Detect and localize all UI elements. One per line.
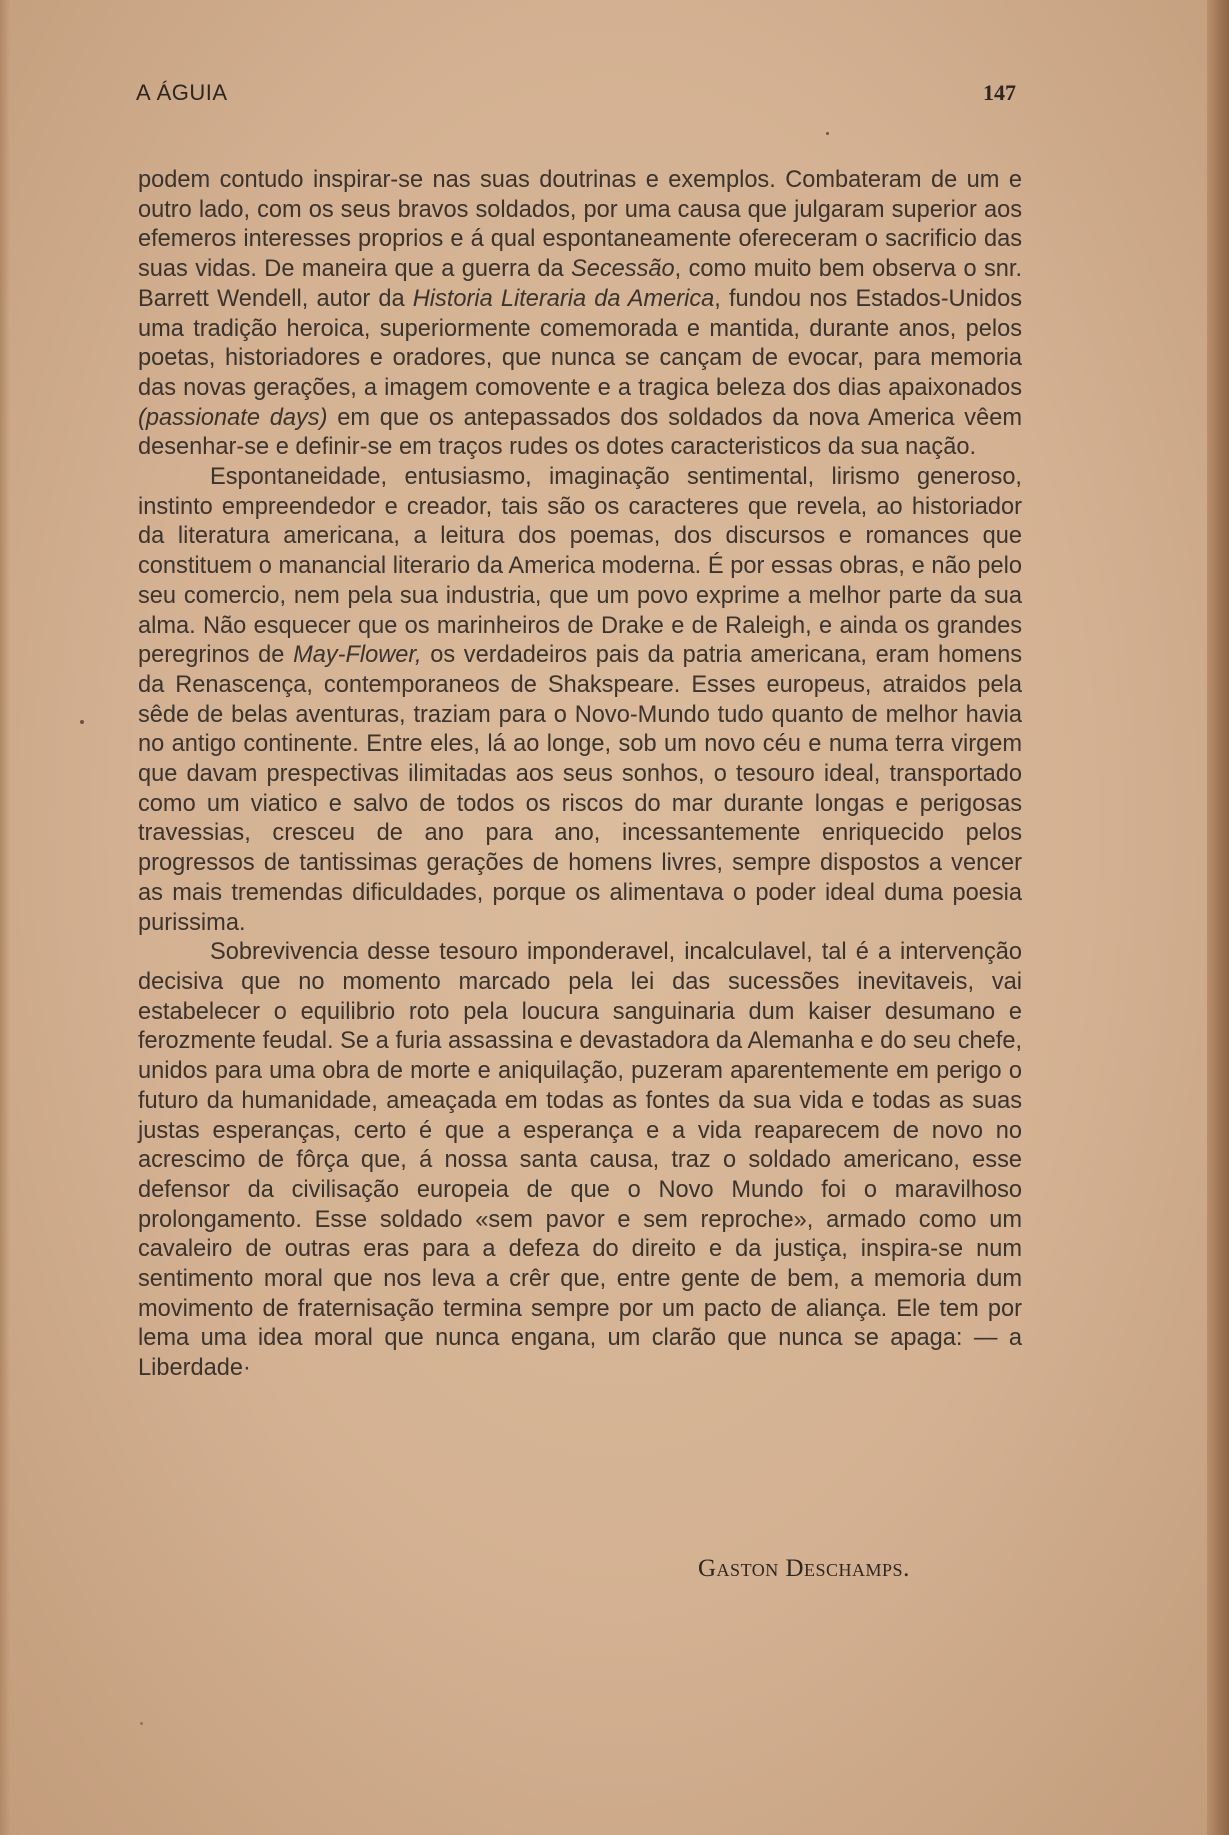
page-number: 147 bbox=[983, 80, 1016, 105]
paper-speck bbox=[80, 720, 84, 724]
article-body bbox=[138, 166, 1022, 1384]
paragraph-1-text-a: podem contudo inspirar-se nas suas doutrinas e exemplos. Combateram de um e outro lado, com os seus bravos soldados, por uma causa que julgaram superior aos efemeros interesses proprios e á qual espontaneamente ofereceram o sacrificio das suas vidas. De maneira que a guerra da bbox=[138, 167, 1022, 283]
paragraph-1-text-e: , fundou nos Estados-Unidos uma tradição heroica, superiormente comemorada e mantida, durante anos, pelos poetas, historiadores e oradores, que nunca se cançam de evocar, para memoria das novas gerações, a imagem comovente e a tragica beleza dos dias apaixonados bbox=[138, 285, 1022, 401]
page-left-edge bbox=[0, 0, 10, 1835]
page-header bbox=[136, 80, 1016, 114]
author-signature: Gaston Deschamps. bbox=[698, 1555, 910, 1582]
italic-may-flower: May-Flower, bbox=[293, 642, 422, 669]
paragraph-1-text-g: em que os antepassados dos soldados da nova America vêem desenhar-se e definir-se em traços rudes os dotes caracteristicos da sua nação. bbox=[138, 404, 1022, 461]
paper-speck bbox=[140, 1722, 143, 1725]
paragraph-1-text-c: , como muito bem observa o snr. Barrett Wendell, autor da bbox=[138, 256, 1022, 312]
paragraph-2-text-a: Espontaneidade, entusiasmo, imaginação sentimental, lirismo generoso, instinto empreendedor e creador, tais são os caracteres que revela, ao historiador da literatura americana, a leitura dos poemas, dos discursos e romances que constituem o manancial literario da America moderna. É por essas obras, e não pelo seu comercio, nem pela sua industria, que um povo exprime a melhor parte da sua alma. Não esquecer que os marinheiros de Drake e de Raleigh, e ainda os grandes peregrinos de bbox=[138, 464, 1022, 669]
paper-speck bbox=[826, 132, 829, 135]
italic-passionate-days: (passionate days) bbox=[138, 404, 328, 431]
italic-secessao: Secessão bbox=[571, 256, 675, 283]
paragraph-2-text-c: os verdadeiros pais da patria americana, eram homens da Renascença, contemporaneos de Shakspeare. Esses europeus, atraidos pela sêde de belas aventuras, traziam para o Novo-Mundo tudo quanto de melhor havia no antigo continente. Entre eles, lá ao longe, sob um novo céu e numa terra virgem que davam prespectivas ilimitadas aos seus sonhos, o tesouro ideal, transportado como um viatico e salvo de todos os riscos do mar durante longas e perigosas travessias, cresceu de ano para ano, incessantemente enriquecido pelos progressos de tantissimas gerações de homens livres, sempre dispostos a vencer as mais tremendas dificuldades, porque os alimentava o poder ideal duma poesia purissima. bbox=[138, 642, 1022, 936]
paragraph-1 bbox=[138, 166, 1022, 463]
paragraph-3: Sobrevivencia desse tesouro imponderavel, incalculavel, tal é a intervenção decisiva que no momento marcado pela lei das sucessões inevitaveis, vai estabelecer o equilibrio roto pela loucura sanguinaria dum kaiser desumano e ferozmente feudal. Se a furia assassina e devastadora da Alemanha e do seu chefe, unidos para uma obra de morte e aniquilação, puzeram aparentemente em perigo o futuro da humanidade, ameaçada em todas as fontes da sua vida e todas as suas justas esperanças, certo é que a esperança e a vida reaparecem de novo no acrescimo de fôrça que, á nossa santa causa, traz o soldado americano, esse defensor da civilisação europeia de que o Novo Mundo foi o maravilhoso prolongamento. Esse soldado «sem pavor e sem reproche», armado como um cavaleiro de outras eras para a defeza do direito e da justiça, inspira-se num sentimento moral que nos leva a crêr que, entre gente de bem, a memoria dum movimento de fraternisação termina sempre por um pacto de aliança. Ele tem por lema uma idea moral que nunca engana, um clarão que nunca se apaga: — a Liberdade· bbox=[138, 939, 1022, 1382]
paragraph-2 bbox=[138, 463, 1022, 938]
running-title: A ÁGUIA bbox=[136, 80, 228, 105]
page-right-edge bbox=[1207, 0, 1229, 1835]
italic-book-title: Historia Literaria da America bbox=[412, 285, 715, 312]
